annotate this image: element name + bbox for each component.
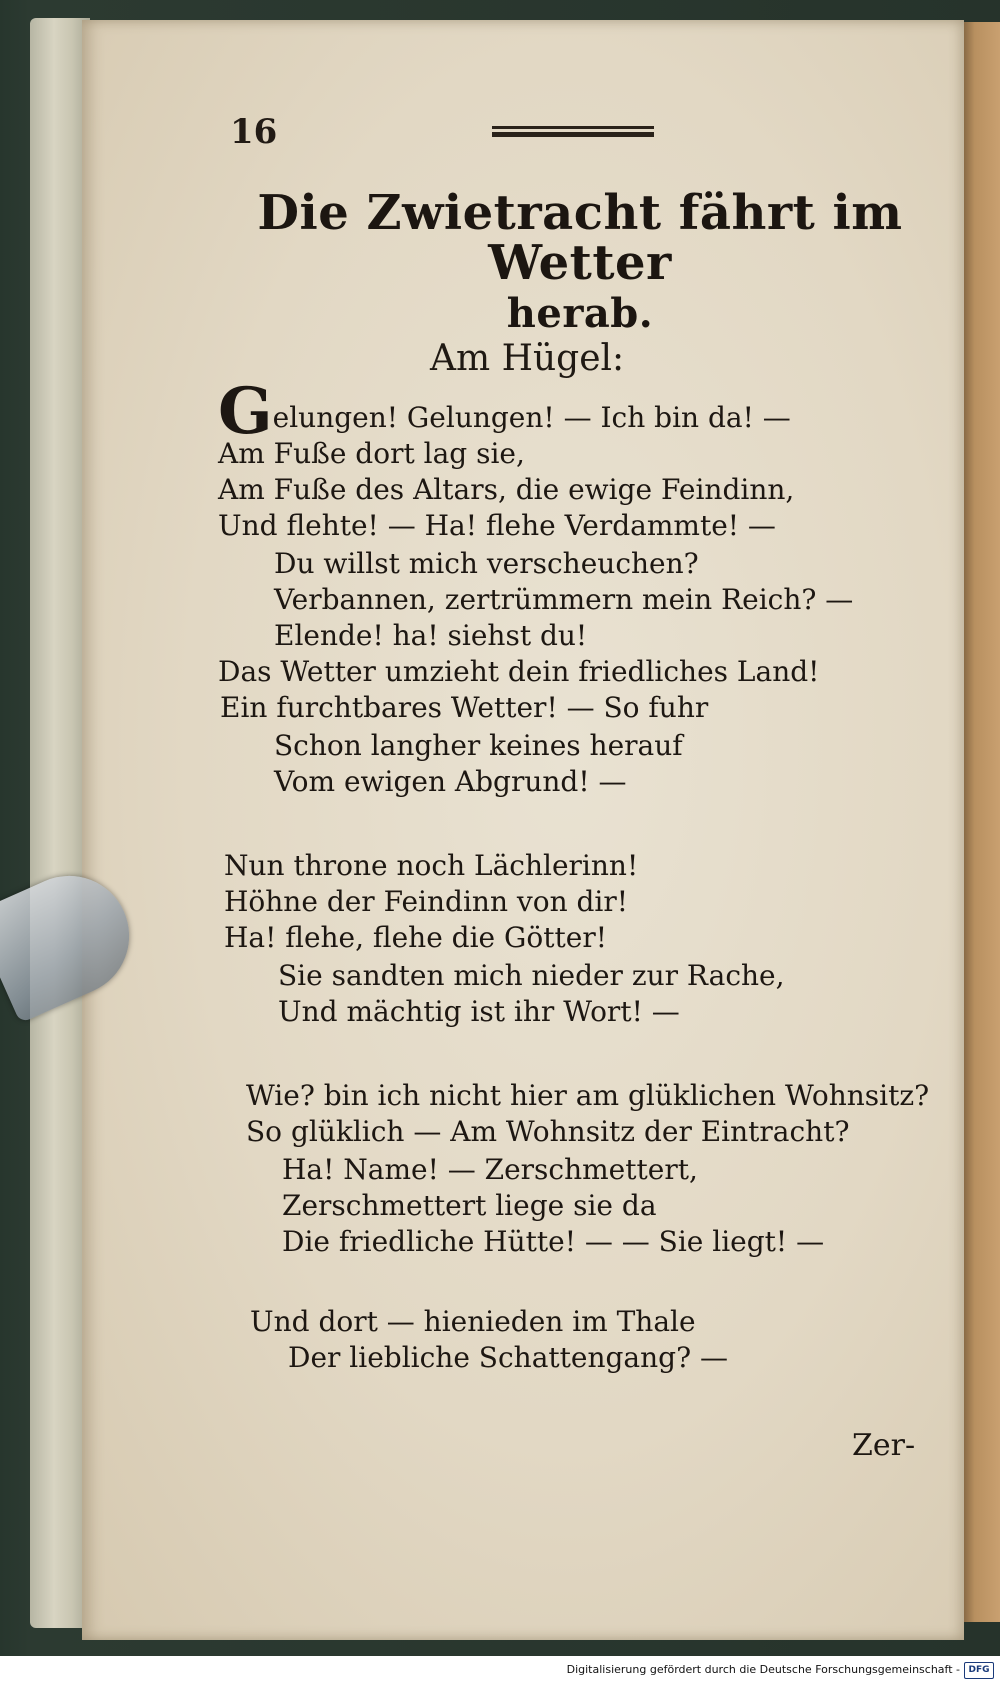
- poem-line: Du willst mich verscheuchen?: [274, 547, 699, 580]
- poem-line: Und mächtig ist ihr Wort! —: [278, 995, 680, 1028]
- header-rule: [492, 126, 654, 140]
- poem-line-text: elungen! Gelungen! — Ich bin da! —: [272, 401, 791, 434]
- poem-line: Nun throne noch Lächlerinn!: [224, 849, 639, 882]
- footer-bar: [0, 1656, 1000, 1686]
- book-edge-left: [30, 18, 90, 1628]
- poem-title-line1: Die Zwietracht fährt im Wetter: [257, 185, 903, 292]
- header-rule-top: [492, 126, 654, 129]
- drop-cap: G: [218, 374, 273, 449]
- poem-line: Ha! flehe, flehe die Götter!: [224, 921, 607, 954]
- poem-line: Ha! Name! — Zerschmettert,: [282, 1153, 698, 1186]
- poem-line: Und dort — hienieden im Thale: [250, 1305, 696, 1338]
- poem-line: Zerschmettert liege sie da: [282, 1189, 657, 1222]
- poem-line: Das Wetter umzieht dein friedliches Land!: [218, 655, 820, 688]
- poem-line: Ein furchtbares Wetter! — So fuhr: [220, 691, 709, 724]
- poem-line: Schon langher keines herauf: [274, 729, 683, 762]
- poem-line: [218, 374, 791, 449]
- poem-line: Vom ewigen Abgrund! —: [274, 765, 627, 798]
- scene-location: Am Hügel:: [430, 338, 625, 379]
- poem-line: Verbannen, zertrümmern mein Reich? —: [274, 583, 854, 616]
- header-rule-bottom: [492, 132, 654, 137]
- poem-line: So glüklich — Am Wohnsitz der Eintracht?: [246, 1115, 850, 1148]
- poem-title: [200, 185, 960, 337]
- poem-line: Elende! ha! siehst du!: [274, 619, 588, 652]
- poem-title-line2: herab.: [506, 289, 654, 337]
- poem-line: Sie sandten mich nieder zur Rache,: [278, 959, 785, 992]
- poem-line: Am Fuße dort lag sie,: [218, 437, 525, 470]
- poem-line: Der liebliche Schattengang? —: [288, 1341, 728, 1374]
- page-number: 16: [230, 112, 278, 152]
- catchword: Zer-: [852, 1428, 916, 1463]
- poem-line: Die friedliche Hütte! — — Sie liegt! —: [282, 1225, 825, 1258]
- book-edge-right: [958, 22, 1000, 1622]
- poem-line: Wie? bin ich nicht hier am glüklichen Wohnsitz?: [246, 1079, 930, 1112]
- poem-line: Und flehte! — Ha! flehe Verdammte! —: [218, 509, 776, 542]
- dfg-logo-icon: DFG: [964, 1662, 994, 1679]
- poem-line: Höhne der Feindinn von dir!: [224, 885, 629, 918]
- poem-line: Am Fuße des Altars, die ewige Feindinn,: [218, 473, 795, 506]
- funding-credit: Digitalisierung gefördert durch die Deutsche Forschungsgemeinschaft -: [566, 1663, 960, 1676]
